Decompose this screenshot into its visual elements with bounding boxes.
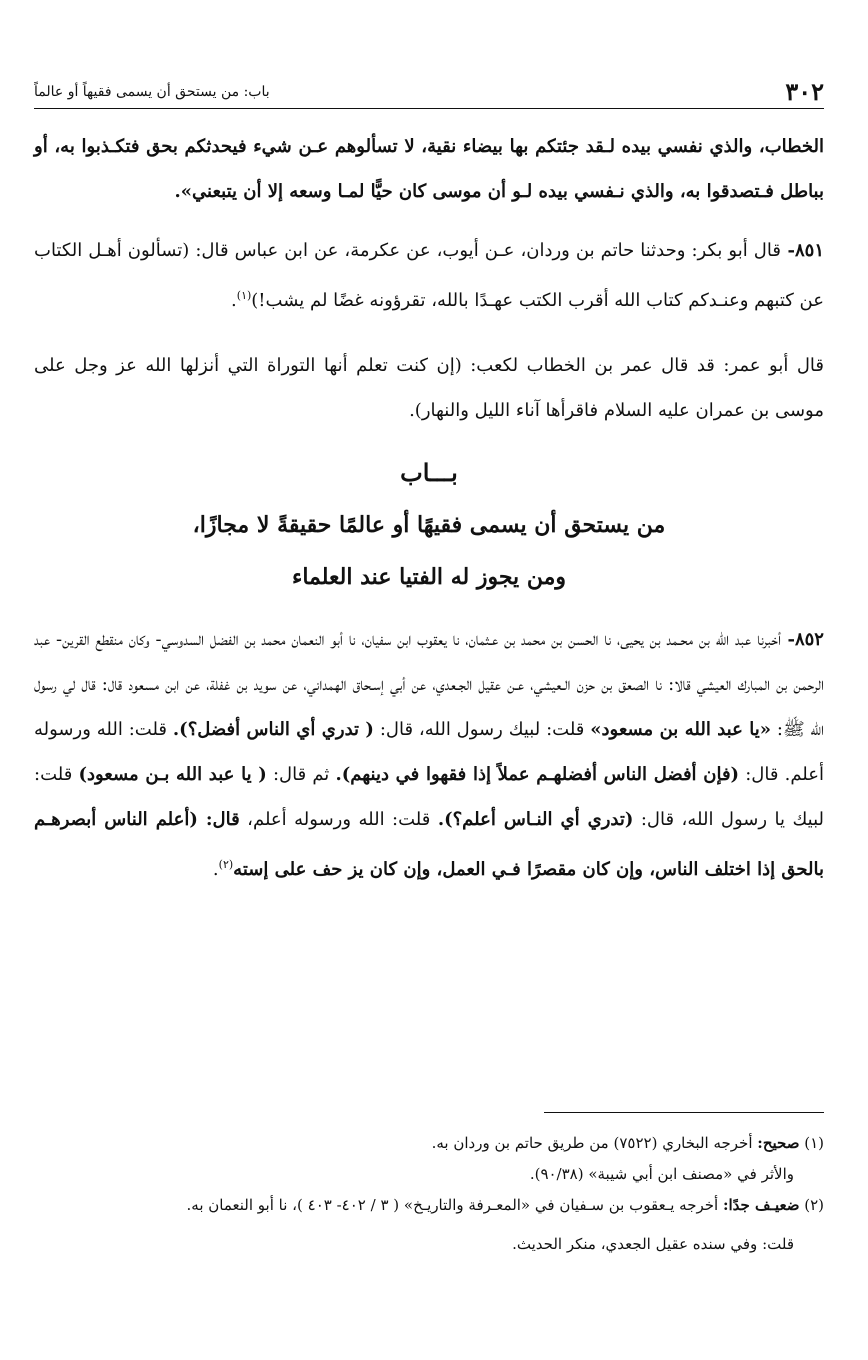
hadith-851 (34, 228, 824, 323)
footnotes (34, 1128, 824, 1260)
footnote-2 (34, 1190, 824, 1221)
hadith-matn: (تسألون أهـل الكتاب عن كتبهم وعنـدكم كتاب الله أقرب الكتب عهـدًا بالله، تقرؤونه غضًا لم يشب!) (34, 240, 824, 311)
main-text (34, 124, 824, 892)
footnote-separator (544, 1112, 824, 1113)
footnote-ref-1[interactable]: (١) (236, 289, 252, 302)
hadith-speech-5: (تدري أي النـاس أعلم؟). (437, 809, 634, 830)
hadith-narration-1: قلت: لبيك رسول الله، قال: (373, 719, 591, 740)
page-header (34, 78, 824, 109)
chapter-title-line-2: ومن يجوز له الفتيا عند العلماء (292, 564, 566, 590)
running-title: باب: من يستحق أن يسمى فقيهاً أو عالماً (34, 84, 270, 100)
footnote-grade: صحيح: (757, 1134, 800, 1152)
footnote-1 (34, 1128, 824, 1159)
footnote-grade: ضعيـف جدًا: (722, 1196, 800, 1214)
sentence-end: . (231, 290, 237, 311)
chapter-word: بـــاب (400, 458, 458, 487)
footnote-ref-2[interactable]: (٢) (218, 858, 234, 871)
paragraph-abu-umar: قال أبو عمر: قد قال عمر بن الخطاب لكعب: (إن كنت تعلم أنها التوراة التي أنزلها الله عز وجل على موسى بن عمران عليه السلام فاقرأها آناء الليل والنهار). (34, 355, 824, 421)
hadith-narration-5: قلت: الله ورسوله أعلم، (239, 809, 438, 830)
footnote-number: (١) (799, 1134, 824, 1152)
hadith-isnad: قال أبو بكر: وحدثنا حاتم بن وردان، عـن أيوب، عن عكرمة، عن ابن عباس قال: (189, 240, 781, 261)
footnote-text: أخرجه يـعقوب بن سـفيان في «المعـرفة والتاريـخ» ( ٣ / ٤٠٢- ٤٠٣ )، نا أبو النعمان به. (186, 1196, 723, 1214)
footnote-1-continuation: والأثر في «مصنف ابن أبي شيبة» (٩٠/٣٨). (529, 1165, 794, 1183)
hadith-speech-4: ( يا عبد الله بـن مسعود) (78, 764, 267, 785)
hadith-speech-6: قال: (أعلم الناس أبصرهـم بالحق إذا اختلف الناس، وإن كان مقصرًا فـي العمل، وإن كان يز حف على إسته (34, 809, 824, 880)
chapter-heading (34, 447, 824, 603)
hadith-narration-2: قلت: الله ورسوله أعلم. قال: (34, 719, 824, 785)
footnote-text: أخرجه البخاري (٧٥٢٢) من طريق حاتم بن وردان به. (431, 1134, 758, 1152)
chapter-title-line-1: من يستحق أن يسمى فقيهًا أو عالمًا حقيقةً لا مجازًا، (192, 512, 666, 538)
footnote-number: (٢) (799, 1196, 824, 1214)
hadith-narration-3: ثم قال: (266, 764, 336, 785)
hadith-number: ٨٥١- (780, 240, 824, 261)
page-number: ٣٠٢ (785, 77, 824, 106)
sentence-end: . (212, 859, 219, 880)
hadith-speech-1: «يا عبد الله بن مسعود» (590, 719, 772, 740)
paragraph-continued-hadith: الخطاب، والذي نفسي بيده لـقد جئتكم بها بيضاء نقية، لا تسألوهم عـن شيء فيحدثكم بحق فتكـذبوا به، أو بباطل فـتصدقوا به، والذي نـفسي بيده لـو أن موسى كان حيًّا لمـا وسعه إلا أن يتبعني». (34, 136, 824, 202)
hadith-852 (34, 617, 824, 892)
hadith-number: ٨٥٢- (781, 629, 824, 650)
hadith-isnad: أخبرنا عبد الله بن محـمد بن يحيى، نا الحسن بن محمد بن عـثمان، نا يعقوب ابن سفيان، نا أبو النعمان محمد بن الفضل السدوسي- وكان منقطع القرين- عبد الرحمن بن المبارك العيشي قالا: نا الصعق بن حزن الـعيشي، عـن عقيل الجـعدي، عن أبي إسـحاق الهمداني، عن سويد بن غفلة، عن ابن مسعود قال: قال لي رسول الله ﷺ: (34, 629, 825, 740)
hadith-narration-4: قلت: لبيك يا رسول الله، قال: (34, 764, 824, 830)
hadith-speech-2: ( تدري أي الناس أفضل؟). (172, 719, 374, 740)
footnote-2-note: قلت: وفي سنده عقيل الجعدي، منكر الحديث. (512, 1235, 794, 1253)
hadith-speech-3: (فإن أفضل الناس أفضلهـم عملاً إذا فقهوا في دينهم). (335, 764, 740, 785)
